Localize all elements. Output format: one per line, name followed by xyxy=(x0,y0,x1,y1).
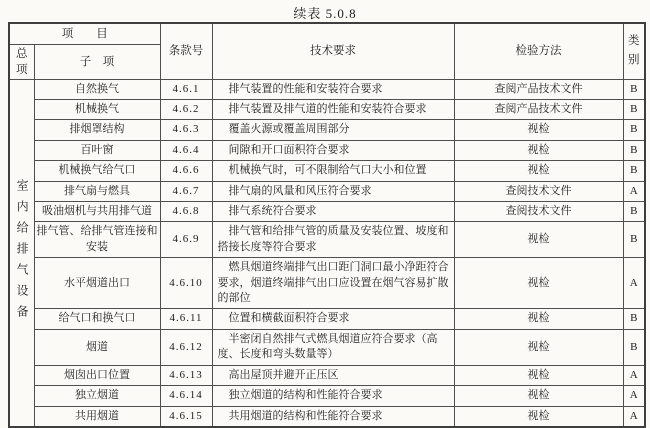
cell-tech-req: 半密闭自然排气式燃具烟道应符合要求（高度、长度和弯头数量等） xyxy=(212,329,454,365)
cell-clause-no: 4.6.3 xyxy=(160,120,212,140)
header-project: 项 目 xyxy=(9,23,160,44)
cell-category: A xyxy=(623,365,645,385)
cell-sub-item: 机械换气给气口 xyxy=(34,161,160,181)
header-sub-item: 子 项 xyxy=(34,44,160,79)
cell-clause-no: 4.6.13 xyxy=(160,365,212,385)
cell-sub-item: 烟道 xyxy=(34,329,160,365)
cell-sub-item: 机械换气 xyxy=(34,100,160,120)
cell-inspection-method: 视检 xyxy=(454,140,623,160)
cell-category: B xyxy=(623,161,645,181)
cell-clause-no: 4.6.9 xyxy=(160,222,212,258)
cell-tech-req: 排气扇的风量和风压符合要求 xyxy=(212,181,454,201)
cell-clause-no: 4.6.6 xyxy=(160,161,212,181)
table-row xyxy=(9,329,645,365)
cell-tech-req: 共用烟道的结构和性能符合要求 xyxy=(212,406,454,427)
cell-clause-no: 4.6.14 xyxy=(160,386,212,406)
cell-sub-item: 吸油烟机与共用排气道 xyxy=(34,202,160,222)
table-row xyxy=(9,100,645,120)
cell-inspection-method: 视检 xyxy=(454,309,623,329)
cell-category: B xyxy=(623,100,645,120)
cell-category: A xyxy=(623,386,645,406)
cell-tech-req: 排气装置及排气道的性能和安装符合要求 xyxy=(212,100,454,120)
cell-tech-req: 机械换气时，可不限制给气口大小和位置 xyxy=(212,161,454,181)
cell-sub-item: 独立烟道 xyxy=(34,386,160,406)
cell-clause-no: 4.6.11 xyxy=(160,309,212,329)
cell-tech-req: 位置和横截面积符合要求 xyxy=(212,309,454,329)
table-row xyxy=(9,406,645,427)
cell-sub-item: 给气口和换气口 xyxy=(34,309,160,329)
cell-inspection-method: 查阅技术文件 xyxy=(454,181,623,201)
cell-clause-no: 4.6.4 xyxy=(160,140,212,160)
header-category: 类别 xyxy=(623,23,645,79)
table-row xyxy=(9,222,645,258)
table-row xyxy=(9,365,645,385)
cell-tech-req: 燃具烟道终端排气出口距门洞口最小净距符合要求，烟道终端排气出口应设置在烟气容易扩散的部位 xyxy=(212,258,454,309)
cell-category: B xyxy=(623,309,645,329)
cell-tech-req: 高出屋顶并避开正压区 xyxy=(212,365,454,385)
cell-sub-item: 自然换气 xyxy=(34,79,160,99)
cell-tech-req: 排气管和给排气管的质量及安装位置、坡度和搭接长度等符合要求 xyxy=(212,222,454,258)
cell-inspection-method: 查阅产品技术文件 xyxy=(454,79,623,99)
table-row xyxy=(9,386,645,406)
cell-sub-item: 共用烟道 xyxy=(34,406,160,427)
cell-inspection-method: 视检 xyxy=(454,365,623,385)
header-tech-req: 技术要求 xyxy=(212,23,454,79)
table-row xyxy=(9,202,645,222)
cell-clause-no: 4.6.2 xyxy=(160,100,212,120)
cell-tech-req: 独立烟道的结构和性能符合要求 xyxy=(212,386,454,406)
page-title: 续表 5.0.8 xyxy=(293,6,357,21)
cell-sub-item: 水平烟道出口 xyxy=(34,258,160,309)
cell-category: B xyxy=(623,120,645,140)
cell-inspection-method: 视检 xyxy=(454,161,623,181)
cell-tech-req: 排气系统符合要求 xyxy=(212,202,454,222)
cell-sub-item: 烟囱出口位置 xyxy=(34,365,160,385)
cell-category: A xyxy=(623,258,645,309)
cell-category: A xyxy=(623,181,645,201)
group-label-cell xyxy=(9,79,34,427)
cell-clause-no: 4.6.10 xyxy=(160,258,212,309)
cell-sub-item: 百叶窗 xyxy=(34,140,160,160)
header-total-item: 总项 xyxy=(9,44,34,79)
table-row xyxy=(9,140,645,160)
header-inspection-method: 检验方法 xyxy=(454,23,623,79)
cell-clause-no: 4.6.1 xyxy=(160,79,212,99)
cell-clause-no: 4.6.15 xyxy=(160,406,212,427)
table-row xyxy=(9,309,645,329)
cell-sub-item: 排气扇与燃具 xyxy=(34,181,160,201)
cell-tech-req: 覆盖火源或覆盖周围部分 xyxy=(212,120,454,140)
inspection-table xyxy=(8,22,646,428)
cell-clause-no: 4.6.7 xyxy=(160,181,212,201)
header-clause-no: 条款号 xyxy=(160,23,212,79)
cell-inspection-method: 视检 xyxy=(454,329,623,365)
table-row xyxy=(9,79,645,99)
cell-inspection-method: 视检 xyxy=(454,406,623,427)
cell-sub-item: 排烟罩结构 xyxy=(34,120,160,140)
group-label: 室内给排气设备 xyxy=(15,179,30,327)
cell-inspection-method: 查阅产品技术文件 xyxy=(454,100,623,120)
table-row xyxy=(9,161,645,181)
cell-clause-no: 4.6.8 xyxy=(160,202,212,222)
cell-category: B xyxy=(623,329,645,365)
cell-inspection-method: 视检 xyxy=(454,120,623,140)
table-row xyxy=(9,120,645,140)
table-row xyxy=(9,181,645,201)
cell-category: B xyxy=(623,140,645,160)
cell-category: B xyxy=(623,79,645,99)
cell-tech-req: 间隙和开口面积符合要求 xyxy=(212,140,454,160)
cell-sub-item: 排气管、给排气管连接和安装 xyxy=(34,222,160,258)
cell-inspection-method: 视检 xyxy=(454,386,623,406)
table-row xyxy=(9,258,645,309)
cell-category: B xyxy=(623,202,645,222)
cell-category: A xyxy=(623,406,645,427)
cell-clause-no: 4.6.12 xyxy=(160,329,212,365)
cell-inspection-method: 查阅技术文件 xyxy=(454,202,623,222)
cell-category: B xyxy=(623,222,645,258)
cell-inspection-method: 视检 xyxy=(454,222,623,258)
cell-tech-req: 排气装置的性能和安装符合要求 xyxy=(212,79,454,99)
cell-inspection-method: 视检 xyxy=(454,258,623,309)
